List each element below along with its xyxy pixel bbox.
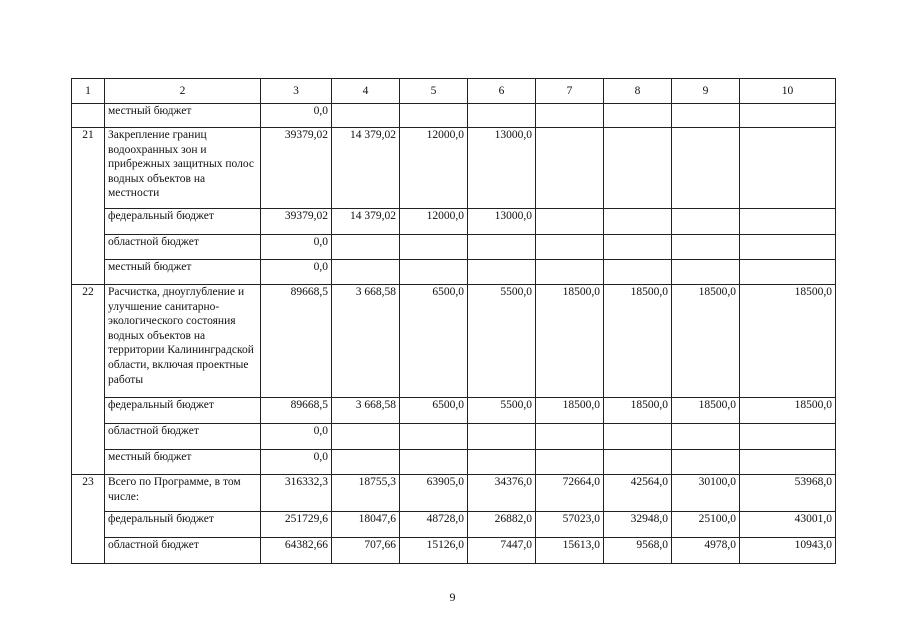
value-cell-col-6: [468, 235, 536, 260]
value-cell-col-9: 30100,0: [672, 475, 740, 512]
value-cell-col-3: 0,0: [261, 424, 332, 450]
value-cell-col-4: 18755,3: [332, 475, 400, 512]
value-cell-col-10: 43001,0: [740, 512, 836, 538]
value-cell-col-10: [740, 128, 836, 209]
row-number-cell: 23: [72, 475, 105, 564]
value-cell-col-6: 5500,0: [468, 285, 536, 398]
value-cell-col-5: [400, 104, 468, 128]
item-name-cell: областной бюджет: [105, 424, 261, 450]
value-cell-col-10: [740, 235, 836, 260]
value-cell-col-5: 6500,0: [400, 398, 468, 424]
value-cell-col-8: 18500,0: [604, 285, 672, 398]
value-cell-col-6: 7447,0: [468, 538, 536, 564]
value-cell-col-10: 53968,0: [740, 475, 836, 512]
table-row: [72, 104, 836, 128]
value-cell-col-4: [332, 260, 400, 285]
header-cell-6: 6: [468, 79, 536, 104]
value-cell-col-3: 39379,02: [261, 128, 332, 209]
budget-table: [71, 78, 836, 564]
value-cell-col-3: 0,0: [261, 260, 332, 285]
value-cell-col-5: 12000,0: [400, 209, 468, 235]
table-row: [72, 128, 836, 209]
value-cell-col-6: 34376,0: [468, 475, 536, 512]
value-cell-col-8: [604, 209, 672, 235]
value-cell-col-6: 13000,0: [468, 128, 536, 209]
value-cell-col-7: [536, 235, 604, 260]
value-cell-col-7: 15613,0: [536, 538, 604, 564]
row-number-cell: [72, 104, 105, 128]
value-cell-col-8: [604, 128, 672, 209]
value-cell-col-10: [740, 209, 836, 235]
value-cell-col-7: 18500,0: [536, 398, 604, 424]
header-cell-2: 2: [105, 79, 261, 104]
header-cell-3: 3: [261, 79, 332, 104]
page-number: 9: [449, 590, 456, 604]
value-cell-col-8: [604, 260, 672, 285]
value-cell-col-6: [468, 260, 536, 285]
item-name-cell: федеральный бюджет: [105, 209, 261, 235]
value-cell-col-9: [672, 128, 740, 209]
value-cell-col-6: 5500,0: [468, 398, 536, 424]
value-cell-col-8: 18500,0: [604, 398, 672, 424]
value-cell-col-9: [672, 209, 740, 235]
header-cell-8: 8: [604, 79, 672, 104]
value-cell-col-8: [604, 424, 672, 450]
header-row: [72, 79, 836, 104]
value-cell-col-9: [672, 104, 740, 128]
value-cell-col-8: 42564,0: [604, 475, 672, 512]
value-cell-col-6: [468, 424, 536, 450]
value-cell-col-10: 18500,0: [740, 285, 836, 398]
value-cell-col-9: [672, 450, 740, 475]
row-number-cell: 22: [72, 285, 105, 475]
value-cell-col-10: 18500,0: [740, 398, 836, 424]
value-cell-col-10: [740, 450, 836, 475]
table-row: [72, 260, 836, 285]
value-cell-col-9: [672, 260, 740, 285]
value-cell-col-5: [400, 424, 468, 450]
item-name-cell: Закрепление границ водоохранных зон и прибрежных защитных полос водных объектов на местности: [105, 128, 261, 209]
item-name-cell: Расчистка, дноуглубление и улучшение санитарно-экологического состояния водных объектов на территории Калининградской области, включая проектные работы: [105, 285, 261, 398]
value-cell-col-8: 32948,0: [604, 512, 672, 538]
header-cell-4: 4: [332, 79, 400, 104]
value-cell-col-9: [672, 235, 740, 260]
value-cell-col-7: [536, 104, 604, 128]
value-cell-col-3: 89668,5: [261, 398, 332, 424]
table-row: [72, 475, 836, 512]
item-name-cell: областной бюджет: [105, 538, 261, 564]
value-cell-col-8: 9568,0: [604, 538, 672, 564]
value-cell-col-8: [604, 235, 672, 260]
item-name-cell: Всего по Программе, в том числе:: [105, 475, 261, 512]
header-cell-10: 10: [740, 79, 836, 104]
header-cell-9: 9: [672, 79, 740, 104]
value-cell-col-3: 0,0: [261, 235, 332, 260]
value-cell-col-3: 0,0: [261, 104, 332, 128]
value-cell-col-5: 15126,0: [400, 538, 468, 564]
value-cell-col-7: [536, 450, 604, 475]
value-cell-col-3: 89668,5: [261, 285, 332, 398]
value-cell-col-4: 18047,6: [332, 512, 400, 538]
value-cell-col-3: 316332,3: [261, 475, 332, 512]
value-cell-col-8: [604, 450, 672, 475]
value-cell-col-5: 12000,0: [400, 128, 468, 209]
value-cell-col-4: 707,66: [332, 538, 400, 564]
table-row: [72, 209, 836, 235]
table-body: [72, 79, 836, 564]
value-cell-col-9: 25100,0: [672, 512, 740, 538]
value-cell-col-10: 10943,0: [740, 538, 836, 564]
value-cell-col-3: 64382,66: [261, 538, 332, 564]
item-name-cell: федеральный бюджет: [105, 398, 261, 424]
value-cell-col-7: 72664,0: [536, 475, 604, 512]
value-cell-col-4: [332, 235, 400, 260]
value-cell-col-6: 26882,0: [468, 512, 536, 538]
table-row: [72, 424, 836, 450]
item-name-cell: местный бюджет: [105, 104, 261, 128]
value-cell-col-5: [400, 450, 468, 475]
value-cell-col-5: 63905,0: [400, 475, 468, 512]
value-cell-col-6: [468, 104, 536, 128]
value-cell-col-4: [332, 104, 400, 128]
table-row: [72, 512, 836, 538]
value-cell-col-4: 3 668,58: [332, 398, 400, 424]
value-cell-col-3: 39379,02: [261, 209, 332, 235]
value-cell-col-7: [536, 260, 604, 285]
item-name-cell: федеральный бюджет: [105, 512, 261, 538]
value-cell-col-3: 251729,6: [261, 512, 332, 538]
value-cell-col-5: 6500,0: [400, 285, 468, 398]
value-cell-col-7: 57023,0: [536, 512, 604, 538]
value-cell-col-4: 3 668,58: [332, 285, 400, 398]
value-cell-col-3: 0,0: [261, 450, 332, 475]
table-row: [72, 450, 836, 475]
value-cell-col-6: [468, 450, 536, 475]
value-cell-col-4: [332, 450, 400, 475]
value-cell-col-4: [332, 424, 400, 450]
item-name-cell: местный бюджет: [105, 450, 261, 475]
value-cell-col-9: [672, 424, 740, 450]
value-cell-col-5: [400, 235, 468, 260]
row-number-cell: 21: [72, 128, 105, 285]
value-cell-col-4: 14 379,02: [332, 128, 400, 209]
value-cell-col-5: [400, 260, 468, 285]
value-cell-col-10: [740, 104, 836, 128]
value-cell-col-10: [740, 260, 836, 285]
item-name-cell: областной бюджет: [105, 235, 261, 260]
value-cell-col-7: [536, 424, 604, 450]
value-cell-col-8: [604, 104, 672, 128]
value-cell-col-7: 18500,0: [536, 285, 604, 398]
header-cell-1: 1: [72, 79, 105, 104]
header-cell-5: 5: [400, 79, 468, 104]
item-name-cell: местный бюджет: [105, 260, 261, 285]
header-cell-7: 7: [536, 79, 604, 104]
table-row: [72, 398, 836, 424]
table-row: [72, 235, 836, 260]
value-cell-col-9: 4978,0: [672, 538, 740, 564]
value-cell-col-6: 13000,0: [468, 209, 536, 235]
value-cell-col-10: [740, 424, 836, 450]
table-row: [72, 538, 836, 564]
value-cell-col-9: 18500,0: [672, 285, 740, 398]
value-cell-col-5: 48728,0: [400, 512, 468, 538]
value-cell-col-4: 14 379,02: [332, 209, 400, 235]
table-row: [72, 285, 836, 398]
value-cell-col-7: [536, 209, 604, 235]
value-cell-col-9: 18500,0: [672, 398, 740, 424]
value-cell-col-7: [536, 128, 604, 209]
